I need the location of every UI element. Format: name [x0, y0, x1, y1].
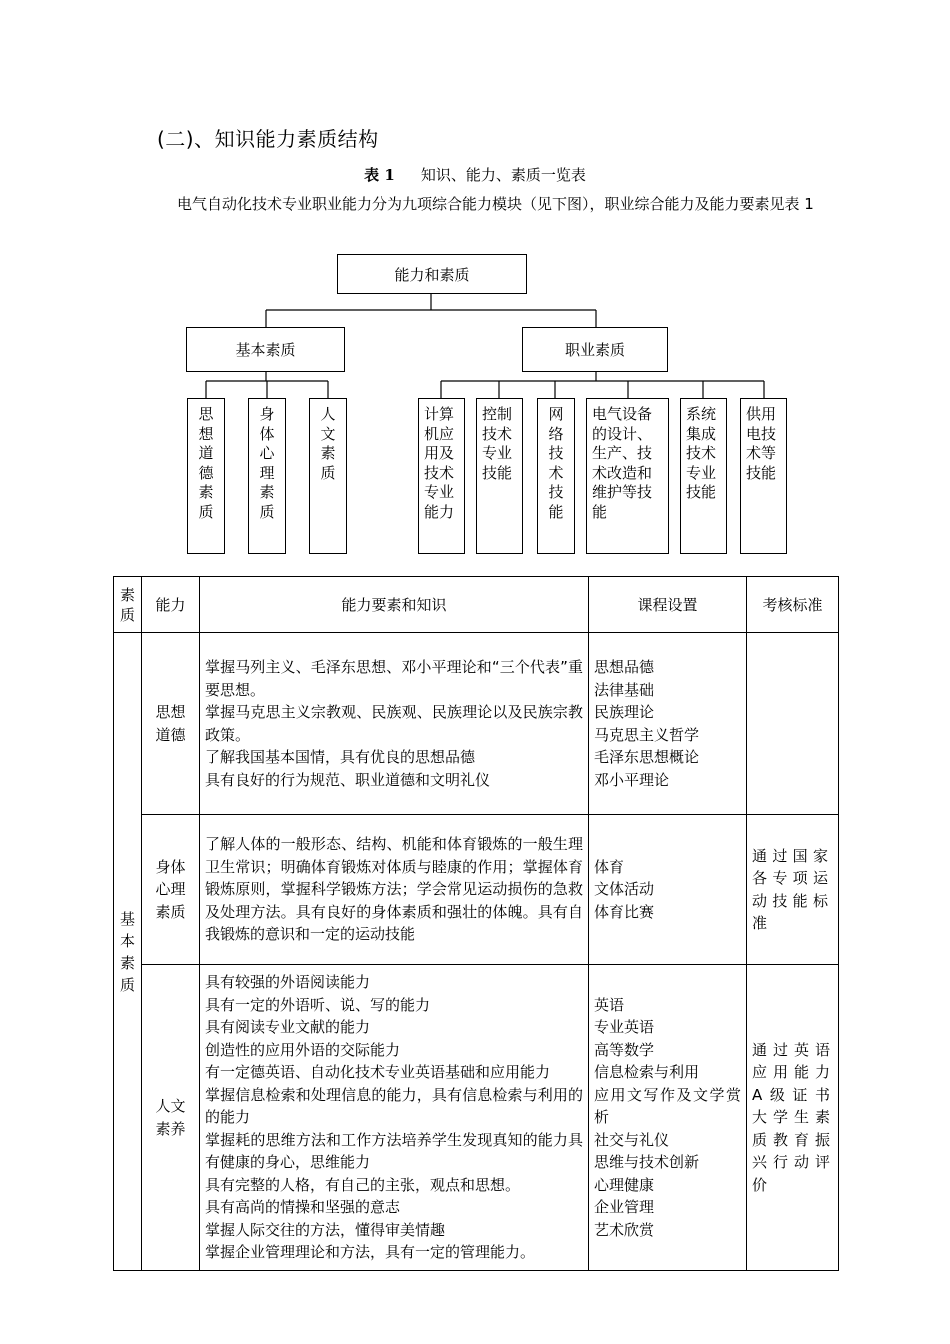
org-leaf-network: 网 络 技 术 技 能 — [537, 398, 575, 554]
table-header-row — [114, 577, 839, 633]
list-item: 法律基础 — [594, 680, 655, 699]
list-item: 了解我国基本国情，具有优良的思想品德 — [205, 748, 476, 766]
list-item: 具有良好的行为规范、职业道德和文明礼仪 — [205, 770, 491, 789]
list-item: 了解人体的一般形态、结构、机能和体育锻炼的一般生理卫生常识；明确体育锻炼对体质与睦康的作用；掌握体育锻炼原则，掌握科学锻炼方法；学会常见运动损伤的急救及处理方法。具有良好的身体素质和强壮的体魄。具有自我锻炼的意识和一定的运动技能 — [205, 835, 583, 944]
list-item: 掌握马克思主义宗教观、民族观、民族理论以及民族宗教政策。 — [205, 703, 583, 744]
list-item: 具有完整的人格，有自己的主张，观点和思想。 — [205, 1175, 521, 1194]
org-leaf-computer: 计算 机应 用及 技术 专业 能力 — [418, 398, 465, 554]
table-caption-number: 表 1 — [364, 166, 395, 184]
list-item: 民族理论 — [594, 703, 655, 721]
elements-cell — [200, 633, 589, 815]
ability-table — [113, 576, 839, 1271]
header-standard: 考核标准 — [747, 577, 839, 633]
courses-cell — [589, 633, 747, 815]
list-item: 思想品德 — [594, 658, 655, 676]
ability-cell: 人文素养 — [142, 965, 200, 1271]
list-item: 思维与技术创新 — [594, 1153, 700, 1172]
list-item: 邓小平理论 — [594, 770, 670, 789]
ability-cell: 思想道德 — [142, 633, 200, 815]
standard-cell — [747, 633, 839, 815]
section-title: (二)、知识能力素质结构 — [157, 127, 379, 151]
list-item: 应用文写作及文学赏析 — [594, 1085, 741, 1127]
list-item: 具有一定的外语听、说、写的能力 — [205, 995, 431, 1014]
list-item: 具有阅读专业文献的能力 — [205, 1018, 371, 1037]
list-item: 艺术欣赏 — [594, 1220, 655, 1239]
list-item: 英语 — [594, 995, 625, 1014]
table-row — [114, 633, 839, 815]
list-item: 掌握企业管理理论和方法，具有一定的管理能力。 — [205, 1243, 536, 1262]
list-item: 掌握马列主义、毛泽东思想、邓小平理论和“三个代表”重要思想。 — [205, 658, 583, 699]
quality-cell: 基本素质 — [114, 633, 142, 1271]
list-item: 社交与礼仪 — [594, 1130, 670, 1149]
list-item: 掌握人际交往的方法，懂得审美情趣 — [205, 1220, 446, 1239]
list-item: 文体活动 — [594, 880, 655, 899]
header-elements: 能力要素和知识 — [200, 577, 589, 633]
org-leaf-humanities: 人 文 素 质 — [309, 398, 347, 554]
list-item: 企业管理 — [594, 1198, 655, 1217]
standard-cell: 通过国家各专项运动技能标准 — [747, 815, 839, 965]
standard-cell: 通过英语应用能力A级证书 大学生素质教育振兴行动评价 — [747, 965, 839, 1271]
org-leaf-physical: 身 体 心 理 素 质 — [248, 398, 286, 554]
list-item: 信息检索与利用 — [594, 1063, 700, 1082]
list-item: 创造性的应用外语的交际能力 — [205, 1040, 401, 1059]
list-item: 心理健康 — [594, 1175, 655, 1194]
list-item: 掌握信息检索和处理信息的能力，具有信息检索与利用的的能力 — [205, 1085, 583, 1127]
list-item: 具有高尚的情操和坚强的意志 — [205, 1198, 401, 1217]
org-leaf-integration: 系统 集成 技术 专业 技能 — [680, 398, 727, 554]
intro-paragraph: 电气自动化技术专业职业能力分为九项综合能力模块（见下图），职业综合能力及能力要素见表 1 — [177, 195, 814, 213]
list-item: 具有较强的外语阅读能力 — [205, 973, 371, 992]
table-row — [114, 965, 839, 1271]
courses-cell — [589, 965, 747, 1271]
ability-cell: 身体心理素质 — [142, 815, 200, 965]
header-ability: 能力 — [142, 577, 200, 633]
courses-cell — [589, 815, 747, 965]
list-item: 体育比赛 — [594, 902, 655, 921]
org-group-basic: 基本素质 — [186, 327, 345, 372]
org-root-box: 能力和素质 — [337, 254, 527, 294]
org-leaf-power: 供用 电技 术等 技能 — [740, 398, 787, 554]
header-quality: 素质 — [114, 577, 142, 633]
org-group-professional: 职业素质 — [522, 327, 668, 372]
list-item: 掌握耗的思维方法和工作方法培养学生发现真知的能力具有健康的身心，思维能力 — [205, 1130, 583, 1172]
header-courses: 课程设置 — [589, 577, 747, 633]
org-leaf-moral: 思 想 道 德 素 质 — [187, 398, 225, 554]
list-item: 专业英语 — [594, 1018, 655, 1037]
elements-cell — [200, 965, 589, 1271]
list-item: 高等数学 — [594, 1040, 655, 1059]
list-item: 有一定德英语、自动化技术专业英语基础和应用能力 — [205, 1063, 551, 1082]
list-item: 体育 — [594, 857, 625, 876]
list-item: 毛泽东思想概论 — [594, 748, 700, 766]
table-row — [114, 815, 839, 965]
org-leaf-equipment: 电气设备 的设计、 生产、技 术改造和 维护等技 能 — [586, 398, 669, 554]
list-item: 马克思主义哲学 — [594, 725, 700, 744]
elements-cell — [200, 815, 589, 965]
table-caption-title: 知识、能力、素质一览表 — [420, 166, 586, 184]
org-leaf-control: 控制 技术 专业 技能 — [476, 398, 523, 554]
